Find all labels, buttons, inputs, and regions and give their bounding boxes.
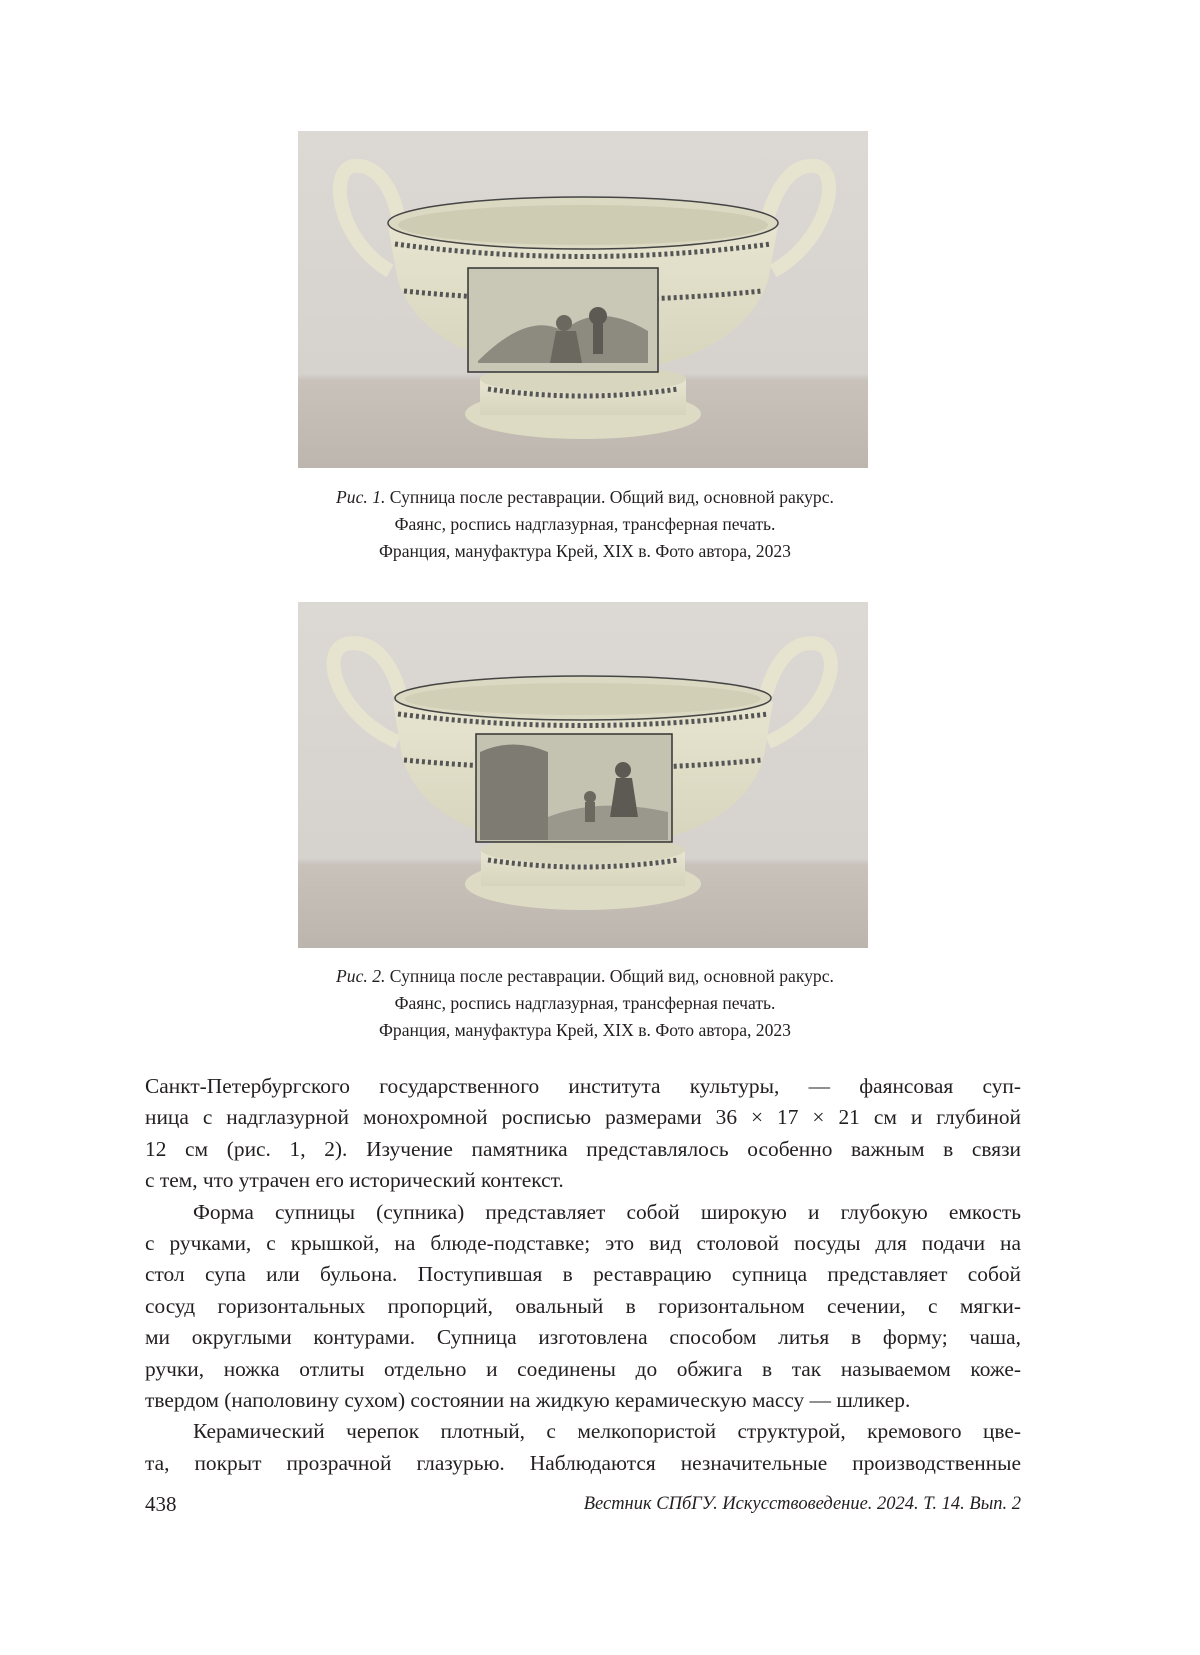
figure-label: Рис. 1. bbox=[336, 487, 386, 507]
text-line: ми округлыми контурами. Супница изготовлена способом литья в форму; чаша, bbox=[145, 1325, 1021, 1350]
paragraph bbox=[145, 1197, 1021, 1417]
caption-line: Франция, мануфактура Крей, XIX в. Фото автора, 2023 bbox=[379, 1020, 791, 1040]
figure-2-caption bbox=[200, 963, 970, 1044]
journal-title: Вестник СПбГУ. Искусствоведение. 2024. Т. 14. Вып. 2 bbox=[583, 1494, 1021, 1514]
page-number: 438 bbox=[145, 1492, 177, 1516]
caption-line: Франция, мануфактура Крей, XIX в. Фото автора, 2023 bbox=[379, 541, 791, 561]
caption-line: Фаянс, роспись надглазурная, трансферная печать. bbox=[394, 514, 776, 534]
figure-1-caption bbox=[200, 484, 970, 565]
text-line: Санкт-Петербургского государственного института культуры, — фаянсовая суп- bbox=[145, 1074, 1021, 1098]
text-line: та, покрыт прозрачной глазурью. Наблюдаются незначительные производственные bbox=[145, 1450, 1021, 1475]
text-line: сосуд горизонтальных пропорций, овальный в горизонтальном сечении, с мягки- bbox=[145, 1293, 1021, 1318]
page-footer bbox=[145, 1492, 1021, 1522]
text-line: 12 см (рис. 1, 2). Изучение памятника представлялось особенно важным в связи bbox=[145, 1136, 1021, 1161]
text-line: ручки, ножка отлиты отдельно и соединены до обжига в так называемом коже- bbox=[145, 1356, 1021, 1381]
text-line: с тем, что утрачен его исторический контекст. bbox=[145, 1168, 564, 1193]
text-line: твердом (наполовину сухом) состоянии на жидкую керамическую массу — шликер. bbox=[145, 1388, 911, 1413]
text-line: Форма супницы (супника) представляет собой широкую и глубокую емкость bbox=[193, 1199, 1021, 1224]
text-line: ница с надглазурной монохромной росписью размерами 36 × 17 × 21 см и глубиной bbox=[145, 1105, 1021, 1130]
text-line: Керамический черепок плотный, с мелкопористой структурой, кремового цве- bbox=[193, 1419, 1021, 1444]
caption-text: Супница после реставрации. Общий вид, основной ракурс. bbox=[385, 487, 834, 507]
figure-2-photo bbox=[298, 602, 868, 948]
figure-label: Рис. 2. bbox=[336, 966, 386, 986]
text-line: с ручками, с крышкой, на блюде-подставке; это вид столовой посуды для подачи на bbox=[145, 1231, 1021, 1256]
paragraph bbox=[145, 1071, 1021, 1197]
paragraph bbox=[145, 1416, 1021, 1479]
text-line: стол супа или бульона. Поступившая в реставрацию супница представляет собой bbox=[145, 1262, 1021, 1287]
caption-line bbox=[200, 963, 970, 990]
body-text bbox=[145, 1071, 1021, 1479]
caption-line: Фаянс, роспись надглазурная, трансферная печать. bbox=[394, 993, 776, 1013]
figure-1-photo bbox=[298, 131, 868, 468]
caption-line bbox=[200, 484, 970, 511]
caption-text: Супница после реставрации. Общий вид, основной ракурс. bbox=[385, 966, 834, 986]
